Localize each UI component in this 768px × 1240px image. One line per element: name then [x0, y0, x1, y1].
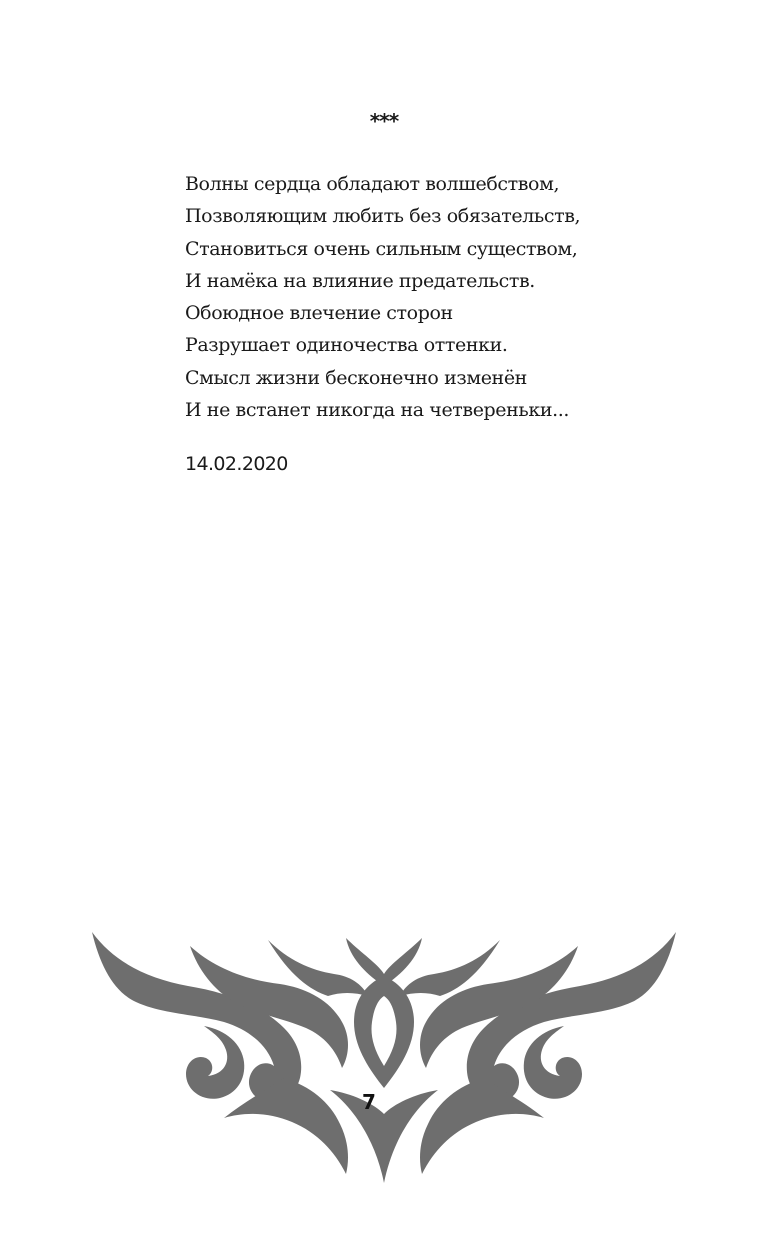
page-number: 7 [362, 1090, 376, 1114]
poem-date: 14.02.2020 [185, 453, 288, 475]
tribal-ornament-icon [84, 918, 684, 1186]
section-separator: *** [369, 109, 399, 133]
poem-line: Становиться очень сильным существом, [185, 237, 578, 260]
poem-line: Смысл жизни бесконечно изменён [185, 366, 527, 389]
poem-line: Разрушает одиночества оттенки. [185, 334, 508, 357]
poem-line: Обоюдное влечение сторон [185, 302, 453, 325]
poem-line: И намёка на влияние предательств. [185, 269, 535, 292]
poem-line: Позволяющим любить без обязательств, [185, 205, 581, 228]
poem [185, 168, 705, 426]
poem-line: И не встанет никогда на четвереньки... [185, 399, 570, 422]
poem-line: Волны сердца обладают волшебством, [185, 173, 560, 195]
